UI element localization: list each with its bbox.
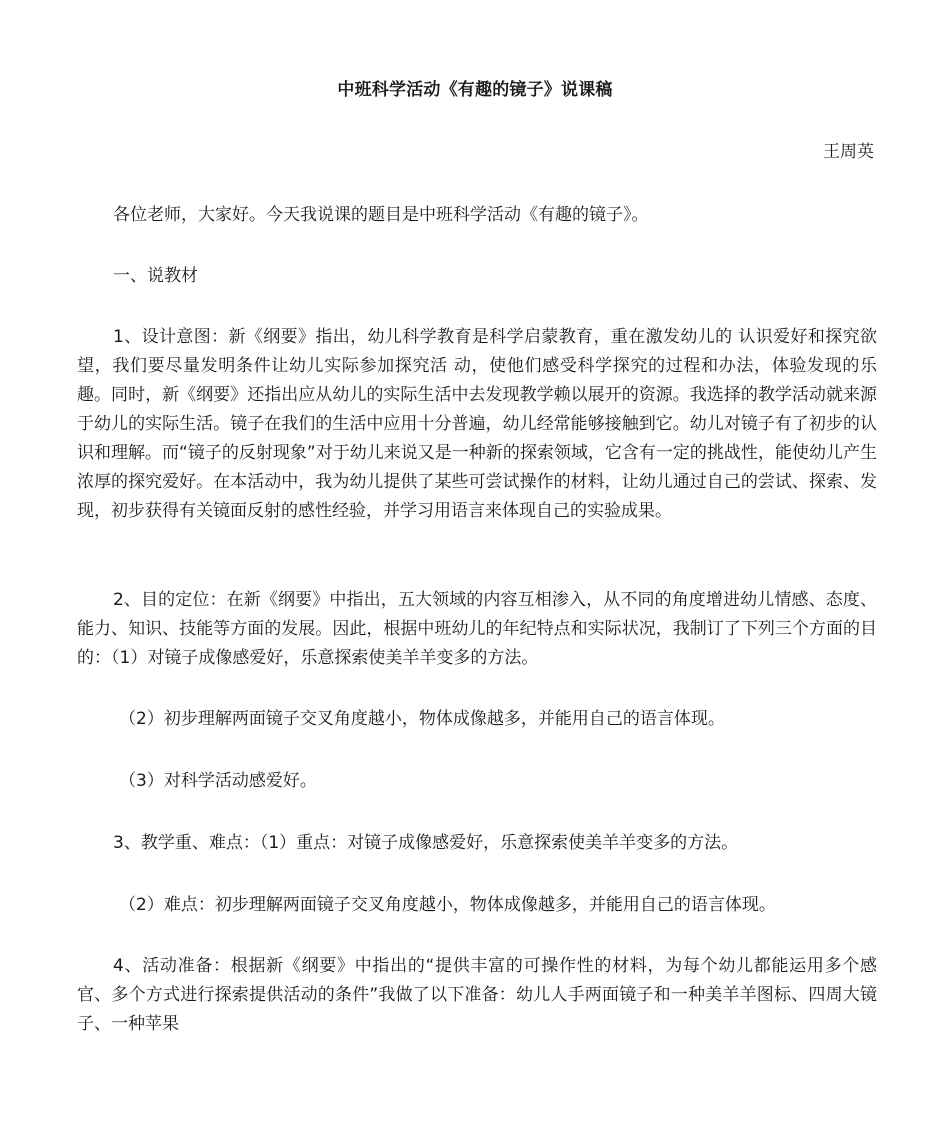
paragraph-goal-2: （2）初步理解两面镜子交叉角度越小，物体成像越多，并能用自己的语言体现。 [119,709,725,729]
paragraph-difficulty: （2）难点：初步理解两面镜子交叉角度越小，物体成像越多，并能用自己的语言体现。 [119,895,776,915]
document-title: 中班科学活动《有趣的镜子》说课稿 [337,80,613,100]
paragraph-goals: 2、目的定位：在新《纲要》中指出，五大领域的内容互相渗入，从不同的角度增进幼儿情感、态度、能力、知识、技能等方面的发展。因此，根据中班幼儿的年纪特点和实际状况，我制订了下列三个方面的目的：（1）对镜子成像感爱好，乐意探索使美羊羊变多的方法。 [77,590,877,668]
section-heading-textbook: 一、说教材 [113,266,198,286]
author-name: 王周英 [823,142,874,162]
paragraph-key-points: 3、教学重、难点：（1）重点：对镜子成像感爱好，乐意探索使美羊羊变多的方法。 [113,833,739,853]
paragraph-preparation: 4、活动准备：根据新《纲要》中指出的“提供丰富的可操作性的材料，为每个幼儿都能运用多个感官、多个方式进行探索提供活动的条件”我做了以下准备：幼儿人手两面镜子和一种美羊羊图标、四周大镜子、一种苹果 [77,956,877,1034]
paragraph-design-intent: 1、设计意图：新《纲要》指出，幼儿科学教育是科学启蒙教育，重在激发幼儿的 认识爱好和探究欲望，我们要尽量发明条件让幼儿实际参加探究活 动，使他们感受科学探究的过程和办法，体验发现的乐趣。同时，新《纲要》还指出应从幼儿的实际生活中去发现教学赖以展开的资源。我选择的教学活动就来源于幼儿的实际生活。镜子在我们的生活中应用十分普遍，幼儿经常能够接触到它。幼儿对镜子有了初步的认识和理解。而“镜子的反射现象”对于幼儿来说又是一种新的探索领域，它含有一定的挑战性，能使幼儿产生浓厚的探究爱好。在本活动中，我为幼儿提供了某些可尝试操作的材料，让幼儿通过自己的尝试、探索、发现，初步获得有关镜面反射的感性经验，并学习用语言来体现自己的实验成果。 [77,327,877,521]
paragraph-greeting: 各位老师，大家好。今天我说课的题目是中班科学活动《有趣的镜子》。 [113,205,649,225]
paragraph-goal-3: （3）对科学活动感爱好。 [119,771,317,791]
